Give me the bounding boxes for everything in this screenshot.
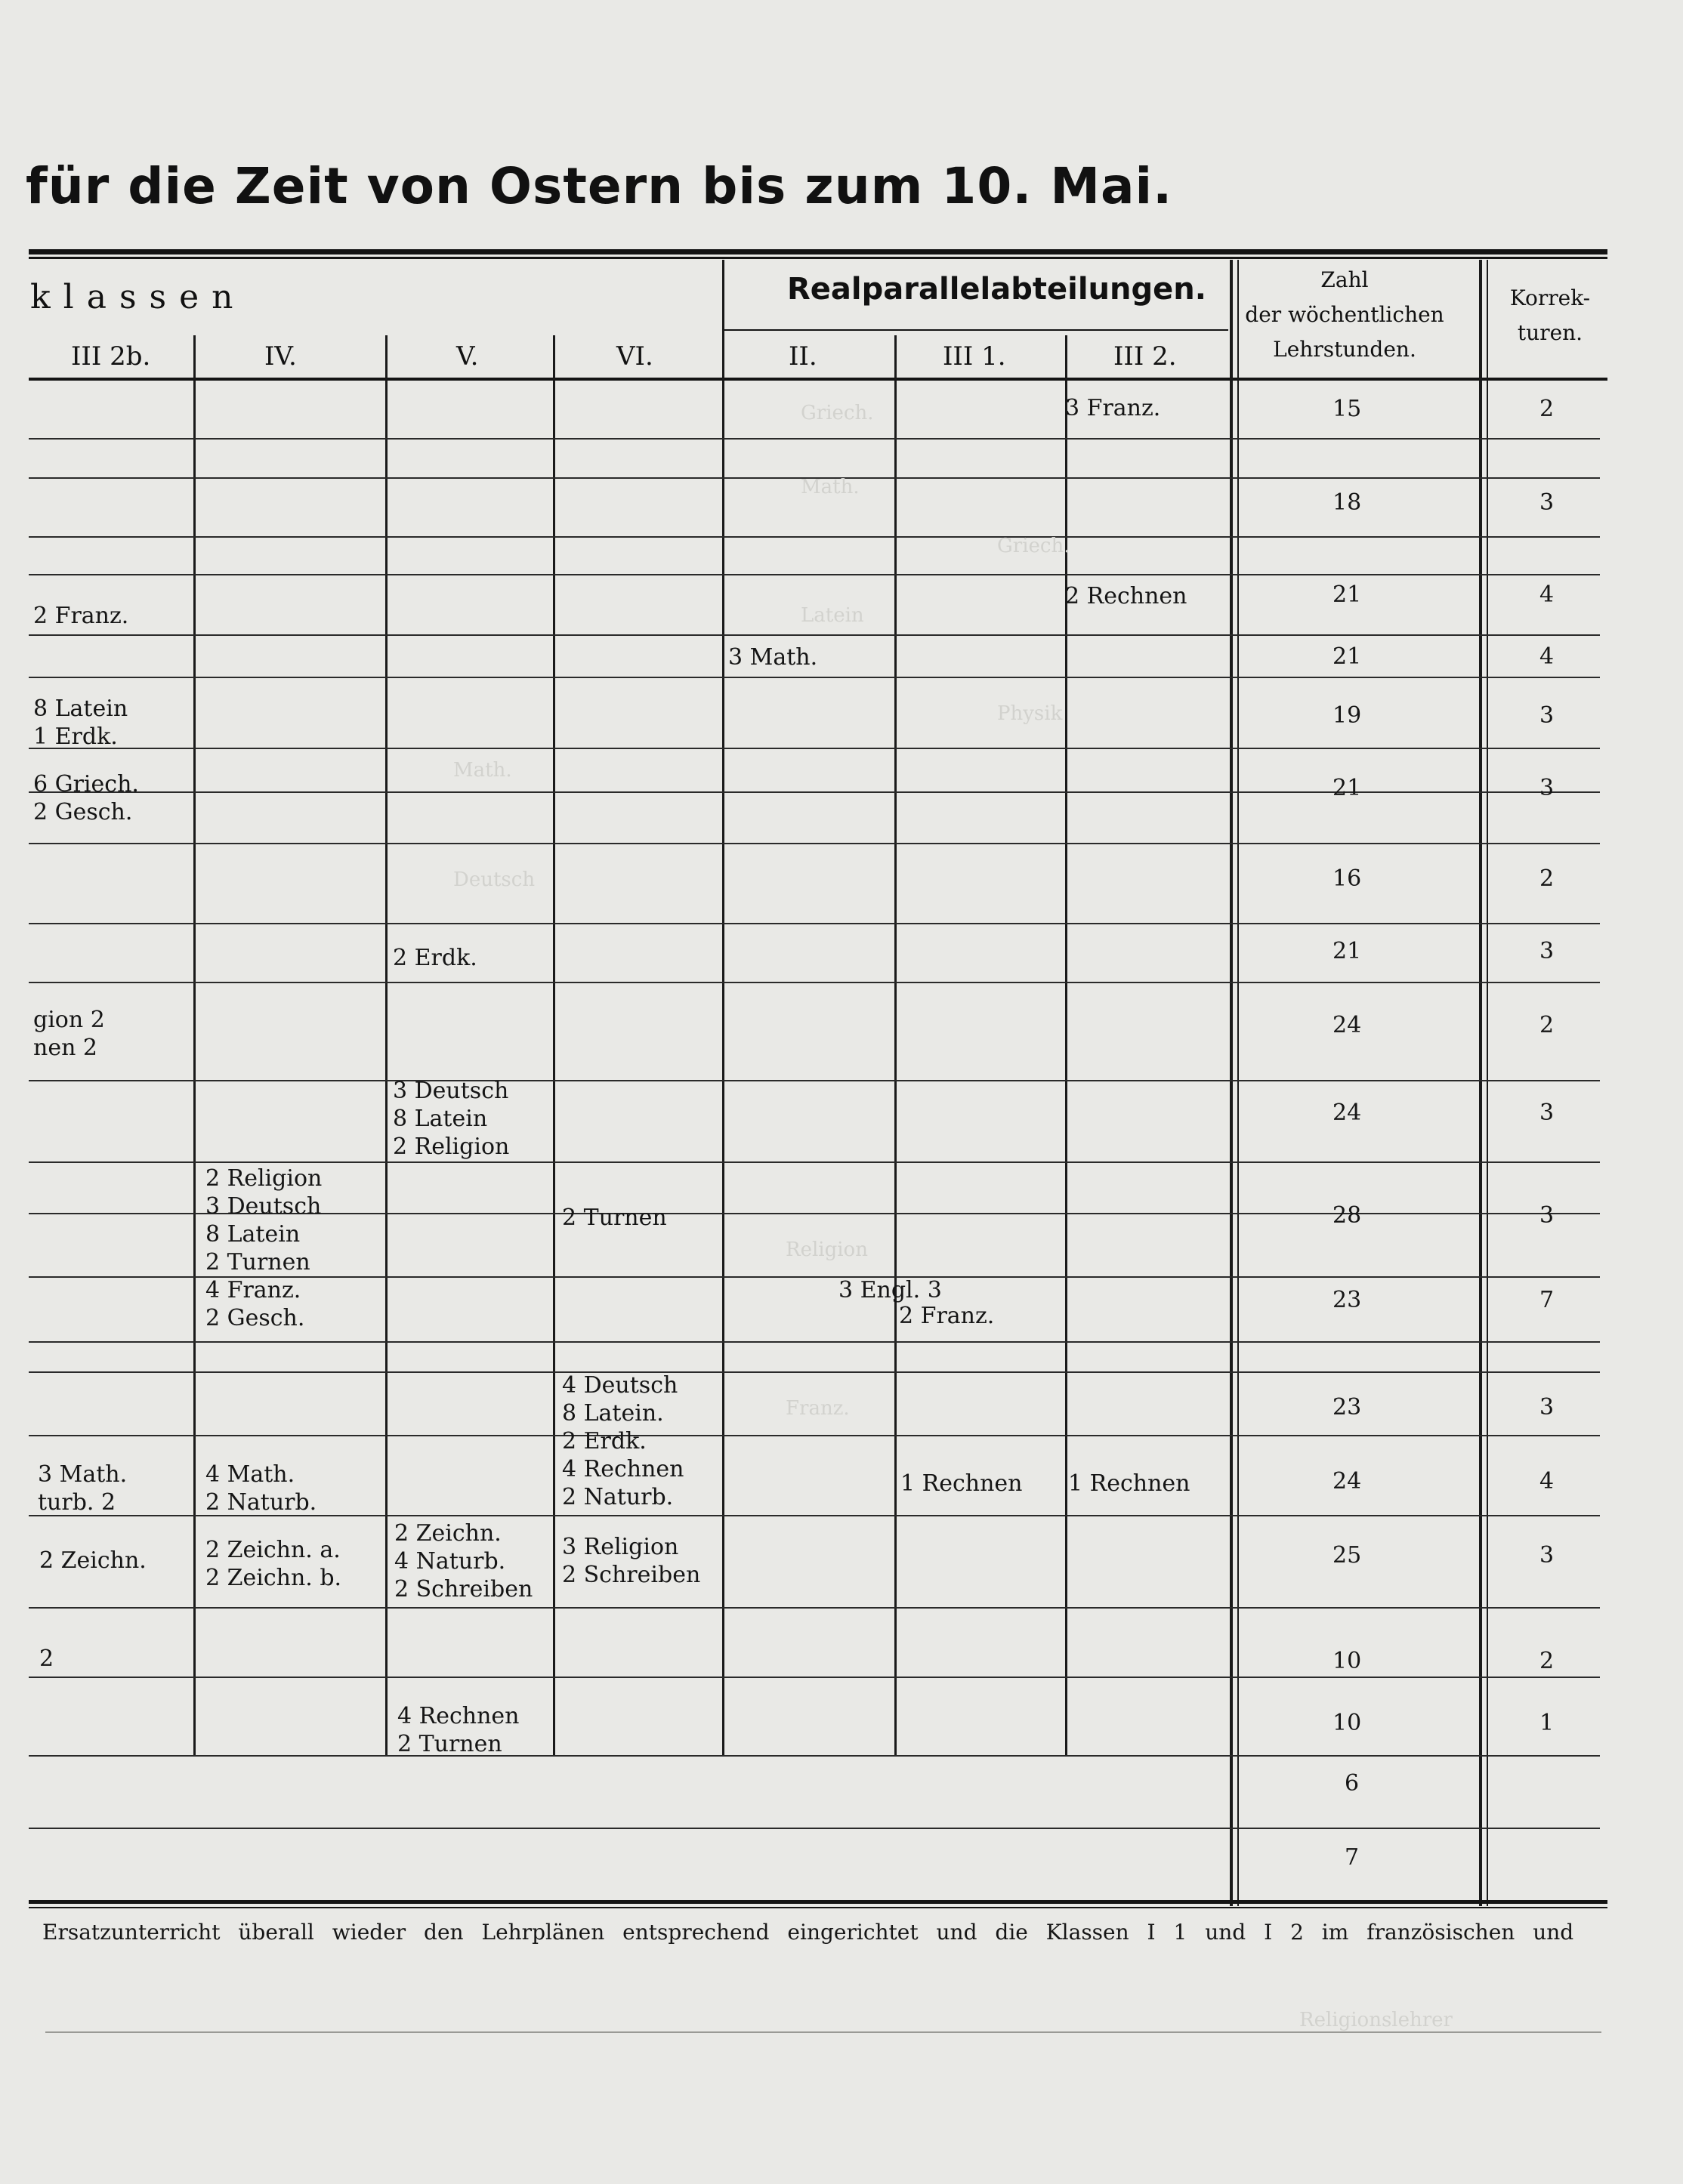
corrections-value: 3 <box>1539 775 1555 801</box>
corrections-value: 4 <box>1539 1468 1555 1495</box>
corrections-value: 7 <box>1539 1287 1555 1313</box>
korrekturen-line-1: Korrek- <box>1509 285 1591 310</box>
column-header-iii2b: III 2b. <box>71 341 151 372</box>
corrections-value: 3 <box>1539 702 1555 729</box>
subject-line: 4 Franz. <box>205 1277 301 1303</box>
row-line <box>29 1341 1600 1343</box>
row-line <box>29 1677 1600 1678</box>
hours-value: 24 <box>1333 1468 1362 1495</box>
cell-vi-subjects <box>562 1371 684 1511</box>
cell-iii1-engl: 3 Engl. 3 <box>838 1277 942 1303</box>
cell-iii2-franz: 3 Franz. <box>1065 395 1161 421</box>
column-header-iii1: III 1. <box>943 341 1006 372</box>
row-line <box>29 1080 1600 1081</box>
cell-v-deutsch-latein-religion <box>393 1077 509 1161</box>
realparallel-heading: Realparallelabteilungen. <box>787 272 1206 307</box>
bleed-through-text: Griech. <box>997 535 1070 557</box>
subject-line: 2 Zeichn. b. <box>205 1565 342 1591</box>
bottom-rule <box>29 1900 1607 1904</box>
page-title: für die Zeit von Ostern bis zum 10. Mai. <box>26 157 1173 215</box>
bleed-through-text: Religionslehrer <box>1299 2009 1453 2031</box>
cell-iv-zeichn <box>205 1536 341 1592</box>
subject-line: 3 Deutsch <box>205 1193 322 1220</box>
cell-iii2b-math-naturb <box>38 1461 127 1516</box>
row-line <box>29 634 1600 636</box>
hours-value: 23 <box>1333 1394 1362 1421</box>
row-line <box>29 1828 1600 1829</box>
subject-line: 4 Deutsch <box>562 1372 678 1399</box>
subject-line: 2 Zeichn. <box>394 1520 502 1547</box>
row-line <box>29 843 1600 844</box>
bleed-through-text: Religion <box>786 1239 868 1261</box>
row-line <box>29 1755 1600 1757</box>
col-rule-7b <box>1237 260 1239 1906</box>
column-header-iii2: III 2. <box>1113 341 1177 372</box>
cell-vi-religion-schreiben <box>562 1533 700 1589</box>
subject-line: 2 Gesch. <box>33 799 133 825</box>
subject-line: 8 Latein <box>393 1106 488 1132</box>
subject-line: nen 2 <box>33 1035 98 1061</box>
corrections-value: 3 <box>1539 938 1555 964</box>
corrections-value: 2 <box>1539 1012 1555 1038</box>
hours-value: 18 <box>1333 489 1362 516</box>
subject-line: 2 Schreiben <box>394 1576 533 1603</box>
subject-line: 3 Deutsch <box>393 1078 509 1104</box>
bleed-through-text: Math. <box>453 759 512 782</box>
cell-iii2-rechnen-lower: 1 Rechnen <box>1068 1470 1190 1497</box>
corrections-value: 1 <box>1539 1710 1555 1736</box>
zahl-heading <box>1239 263 1450 367</box>
hours-value: 7 <box>1345 1844 1360 1871</box>
corrections-value: 4 <box>1539 581 1555 608</box>
bottom-rule-thin <box>29 1907 1607 1908</box>
bleed-through-text: Latein <box>801 604 864 627</box>
hours-value: 21 <box>1333 938 1362 964</box>
cell-iii2-rechnen: 2 Rechnen <box>1065 583 1187 609</box>
corrections-value: 3 <box>1539 1394 1555 1421</box>
subject-line: 8 Latein. <box>562 1400 664 1427</box>
subject-line: 4 Rechnen <box>397 1703 520 1729</box>
korrekturen-heading <box>1490 281 1610 350</box>
cell-iii1-franz: 2 Franz. <box>899 1303 995 1329</box>
subject-line: gion 2 <box>33 1007 105 1033</box>
subject-line: 2 Turnen <box>205 1249 310 1276</box>
row-line <box>29 574 1600 575</box>
corrections-value: 2 <box>1539 1648 1555 1674</box>
corrections-value: 2 <box>1539 396 1555 422</box>
cell-iii2b-zeichn: 2 Zeichn. <box>39 1547 147 1574</box>
subject-line: 2 Naturb. <box>205 1489 317 1516</box>
bleed-through-text: Griech. <box>801 402 874 424</box>
column-header-iv: IV. <box>264 341 297 372</box>
col-rule-8b <box>1487 260 1488 1906</box>
zahl-line-3: Lehrstunden. <box>1273 337 1416 362</box>
subject-line: 3 Religion <box>562 1534 679 1560</box>
cell-v-rechnen-turnen <box>397 1702 519 1758</box>
row-line <box>29 748 1600 749</box>
cell-v-erdk: 2 Erdk. <box>393 945 477 971</box>
column-header-ii: II. <box>789 341 817 372</box>
row-line <box>29 1161 1600 1163</box>
corrections-value: 4 <box>1539 643 1555 670</box>
zahl-line-1: Zahl <box>1320 267 1369 292</box>
hours-value: 15 <box>1333 396 1362 422</box>
hours-value: 21 <box>1333 581 1362 608</box>
hours-value: 6 <box>1345 1770 1360 1797</box>
hours-value: 24 <box>1333 1012 1362 1038</box>
hours-value: 16 <box>1333 865 1362 892</box>
col-rule-1 <box>193 335 196 1755</box>
cell-iv-math-naturb <box>205 1461 317 1516</box>
row-line <box>29 677 1600 678</box>
row-line <box>29 438 1600 440</box>
col-rule-7a <box>1230 260 1233 1906</box>
row-line <box>29 791 1600 793</box>
row-line <box>29 1607 1600 1609</box>
subject-line: 2 Erdk. <box>562 1428 647 1454</box>
subject-line: 2 Gesch. <box>205 1305 305 1331</box>
cell-ii-math: 3 Math. <box>728 644 818 671</box>
klassen-heading: klassen <box>30 278 246 316</box>
subject-line: 4 Math. <box>205 1461 295 1488</box>
corrections-value: 2 <box>1539 865 1555 892</box>
bleed-through-text: Deutsch <box>453 868 536 891</box>
cell-iii2b-griech-gesch <box>33 770 139 826</box>
subject-line: 3 Math. <box>38 1461 128 1488</box>
hours-value: 21 <box>1333 775 1362 801</box>
subject-line: 2 Zeichn. a. <box>205 1537 341 1563</box>
corrections-value: 3 <box>1539 1100 1555 1126</box>
top-rule <box>29 249 1607 254</box>
row-line <box>29 982 1600 983</box>
hours-value: 10 <box>1333 1648 1362 1674</box>
subject-line: turb. 2 <box>38 1489 116 1516</box>
col-rule-8a <box>1479 260 1482 1906</box>
header-separator <box>29 378 1607 381</box>
cell-iii2b-latein-erdk <box>33 695 128 751</box>
col-rule-2 <box>385 335 388 1755</box>
cell-iii1-rechnen: 1 Rechnen <box>900 1470 1023 1497</box>
hours-value: 24 <box>1333 1100 1362 1126</box>
footer-note: Ersatzunterricht überall wieder den Lehrplänen entsprechend eingerichtet und die Klassen I 1 und I 2 im französischen und <box>42 1920 1574 1945</box>
cell-iii2b-religion-turnen <box>33 1006 105 1062</box>
cell-iii2b-two: 2 <box>39 1646 54 1672</box>
zahl-line-2: der wöchentlichen <box>1245 302 1444 327</box>
subject-line: 2 Turnen <box>397 1731 502 1757</box>
col-rule-4 <box>722 260 724 1755</box>
subject-line: 8 Latein <box>33 696 128 722</box>
column-header-v: V. <box>456 341 479 372</box>
subject-line: 8 Latein <box>205 1221 301 1248</box>
cell-v-zeichn-naturb-schreiben <box>394 1519 533 1603</box>
subject-line: 2 Religion <box>393 1134 510 1160</box>
hours-value: 21 <box>1333 643 1362 670</box>
col-rule-3 <box>553 335 555 1755</box>
bleed-through-text: Math. <box>801 476 860 498</box>
hours-value: 25 <box>1333 1542 1362 1569</box>
hours-value: 10 <box>1333 1710 1362 1736</box>
cell-iv-subjects <box>205 1164 322 1332</box>
cell-vi-turnen: 2 Turnen <box>562 1205 667 1231</box>
hours-value: 28 <box>1333 1202 1362 1229</box>
hours-value: 19 <box>1333 702 1362 729</box>
subject-line: 2 Religion <box>205 1165 323 1192</box>
bleed-through-text: Physik <box>997 702 1063 725</box>
korrekturen-line-2: turen. <box>1517 320 1583 345</box>
cell-iii2b-franz: 2 Franz. <box>33 603 129 629</box>
top-rule-thin <box>29 257 1607 259</box>
corrections-value: 3 <box>1539 489 1555 516</box>
bleed-through-text: Franz. <box>786 1397 850 1420</box>
subject-line: 2 Naturb. <box>562 1484 674 1510</box>
column-header-vi: VI. <box>616 341 653 372</box>
subject-line: 6 Griech. <box>33 771 139 797</box>
subject-line: 1 Erdk. <box>33 723 118 750</box>
hours-value: 23 <box>1333 1287 1362 1313</box>
subject-line: 4 Rechnen <box>562 1456 684 1482</box>
row-line <box>29 923 1600 924</box>
corrections-value: 3 <box>1539 1542 1555 1569</box>
subject-line: 4 Naturb. <box>394 1548 506 1575</box>
realparallel-underline <box>722 329 1228 331</box>
subject-line: 2 Schreiben <box>562 1562 701 1588</box>
row-line <box>29 1371 1600 1373</box>
row-line <box>29 536 1600 538</box>
col-rule-5 <box>894 335 897 1755</box>
footer-underline <box>45 2031 1601 2033</box>
row-line <box>29 1435 1600 1436</box>
corrections-value: 3 <box>1539 1202 1555 1229</box>
